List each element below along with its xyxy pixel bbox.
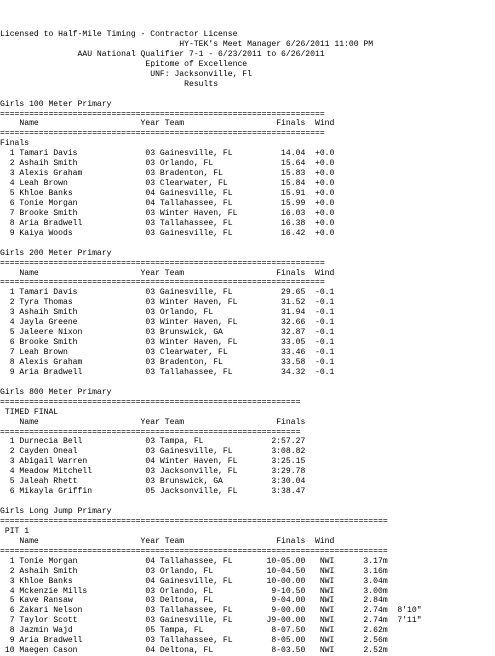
document-line: 5 Kave Ransaw 03 Deltona, FL 9-04.00 NWI 2.84m [0,595,388,606]
document-line: 2 Cayden Oneal 03 Gainesville, FL 3:08.82 [0,446,306,457]
document-line: 6 Brooke Smith 03 Winter Haven, FL 33.05 -0.1 [0,337,335,348]
document-line: 6 Tonie Morgan 04 Tallahassee, FL 15.99 +0.0 [0,197,335,208]
document-line: 1 Durnecia Bell 03 Tampa, FL 2:57.27 [0,436,306,447]
document-line: 1 Tamari Davis 03 Gainesville, FL 14.04 +0.0 [0,148,335,159]
document-line: Girls Long Jump Primary [0,506,112,516]
document-line: 4 Leah Brown 03 Clearwater, FL 15.84 +0.0 [0,178,335,189]
document-line: Name Year Team Finals [0,416,306,427]
document-line: 4 Mckenzie Mills 03 Orlando, FL 9-10.50 NWI 3.00m [0,585,388,596]
document-line: 10 Maegen Cason 04 Deltona, FL 8-03.50 NWI 2.52m [0,645,388,656]
document-line: 6 Mikayla Griffin 05 Jacksonville, FL 3:38.47 [0,486,306,497]
document-line: 3 Abigail Warren 04 Winter Haven, FL 3:25.15 [0,456,306,467]
document-line: Name Year Team Finals Wind [0,267,335,278]
results-document [0,30,422,656]
document-line: 9 Aria Bradwell 03 Tallahassee, FL 8-05.00 NWI 2.56m [0,635,388,646]
document-line: Licensed to Half-Mile Timing - Contractor License [0,29,238,39]
document-line: Epitome of Excellence [0,58,248,69]
document-line: Name Year Team Finals Wind [0,535,335,546]
document-line: UNF: Jacksonville, Fl [0,68,252,79]
document-line: Finals [0,138,30,149]
document-line: 7 Brooke Smith 03 Winter Haven, FL 16.03 +0.0 [0,207,335,218]
document-line: 3 Khloe Banks 04 Gainesville, FL 10-00.00 NWI 3.04m [0,575,388,586]
document-line: AAU National Qualifier 7-1 - 6/23/2011 to 6/26/2011 [0,48,325,59]
document-line: =================================================================== [0,277,325,288]
document-line: =================================================================== [0,108,325,119]
document-line: 2 Tyra Thomas 03 Winter Haven, FL 31.52 -0.1 [0,297,335,308]
document-line: ============================================================== [0,426,301,437]
document-line: 5 Jaleah Rhett 03 Brunswick, GA 3:30.04 [0,476,306,487]
document-line: 4 Meadow Mitchell 03 Jacksonville, FL 3:29.78 [0,466,306,477]
document-line: 7 Leah Brown 03 Clearwater, FL 33.46 -0.1 [0,347,335,357]
document-line: 8 Jazmin Wajd 05 Tampa, FL 8-07.50 NWI 2.62m [0,625,388,636]
document-line: ================================================================================ [0,515,388,526]
document-line: PIT 1 [0,525,30,536]
document-line: Results [0,78,219,89]
document-line: 3 Ashaih Smith 03 Orlando, FL 31.94 -0.1 [0,307,335,318]
document-line: 5 Khloe Banks 04 Gainesville, FL 15.91 +0.0 [0,188,335,198]
document-line: ============================================================== [0,396,301,407]
document-line: Girls 200 Meter Primary [0,247,112,258]
document-line: =================================================================== [0,257,325,268]
document-line: 6 Zakari Nelson 03 Tallahassee, FL 9-00.00 NWI 2.74m 8'10" [0,605,422,616]
document-line: HY-TEK's Meet Manager 6/26/2011 11:00 PM [0,38,374,49]
document-line: 2 Ashaih Smith 03 Orlando, FL 10-04.50 NWI 3.16m [0,565,388,576]
document-line: ================================================================================ [0,545,388,556]
document-line: Name Year Team Finals Wind [0,118,335,129]
document-line: 2 Ashaih Smith 03 Orlando, FL 15.64 +0.0 [0,158,335,169]
document-line: 7 Taylor Scott 03 Gainesville, FL J9-00.00 NWI 2.74m 7'11" [0,615,422,626]
document-line: 1 Tonie Morgan 04 Tallahassee, FL 10-05.00 NWI 3.17m [0,555,388,566]
document-line: TIMED FINAL [0,406,59,417]
document-line: 1 Tamari Davis 03 Gainesville, FL 29.65 -0.1 [0,287,335,298]
document-line: 3 Alexis Graham 03 Bradenton, FL 15.83 +0.0 [0,168,335,179]
document-line: Girls 100 Meter Primary [0,98,112,109]
document-line: 8 Aria Bradwell 03 Tallahassee, FL 16.38 +0.0 [0,217,335,228]
document-line: 8 Alexis Graham 03 Bradenton, FL 33.58 -0.1 [0,356,335,367]
document-line: 5 Jaleere Nixon 03 Brunswick, GA 32.87 -0.1 [0,327,335,338]
document-line: Girls 800 Meter Primary [0,386,112,397]
document-line: 9 Kaiya Woods 03 Gainesville, FL 16.42 +0.0 [0,227,335,238]
document-line: =================================================================== [0,128,325,139]
document-line: 4 Jayla Greene 03 Winter Haven, FL 32.66 -0.1 [0,317,335,328]
document-line: 9 Aria Bradwell 03 Tallahassee, FL 34.32 -0.1 [0,366,335,377]
